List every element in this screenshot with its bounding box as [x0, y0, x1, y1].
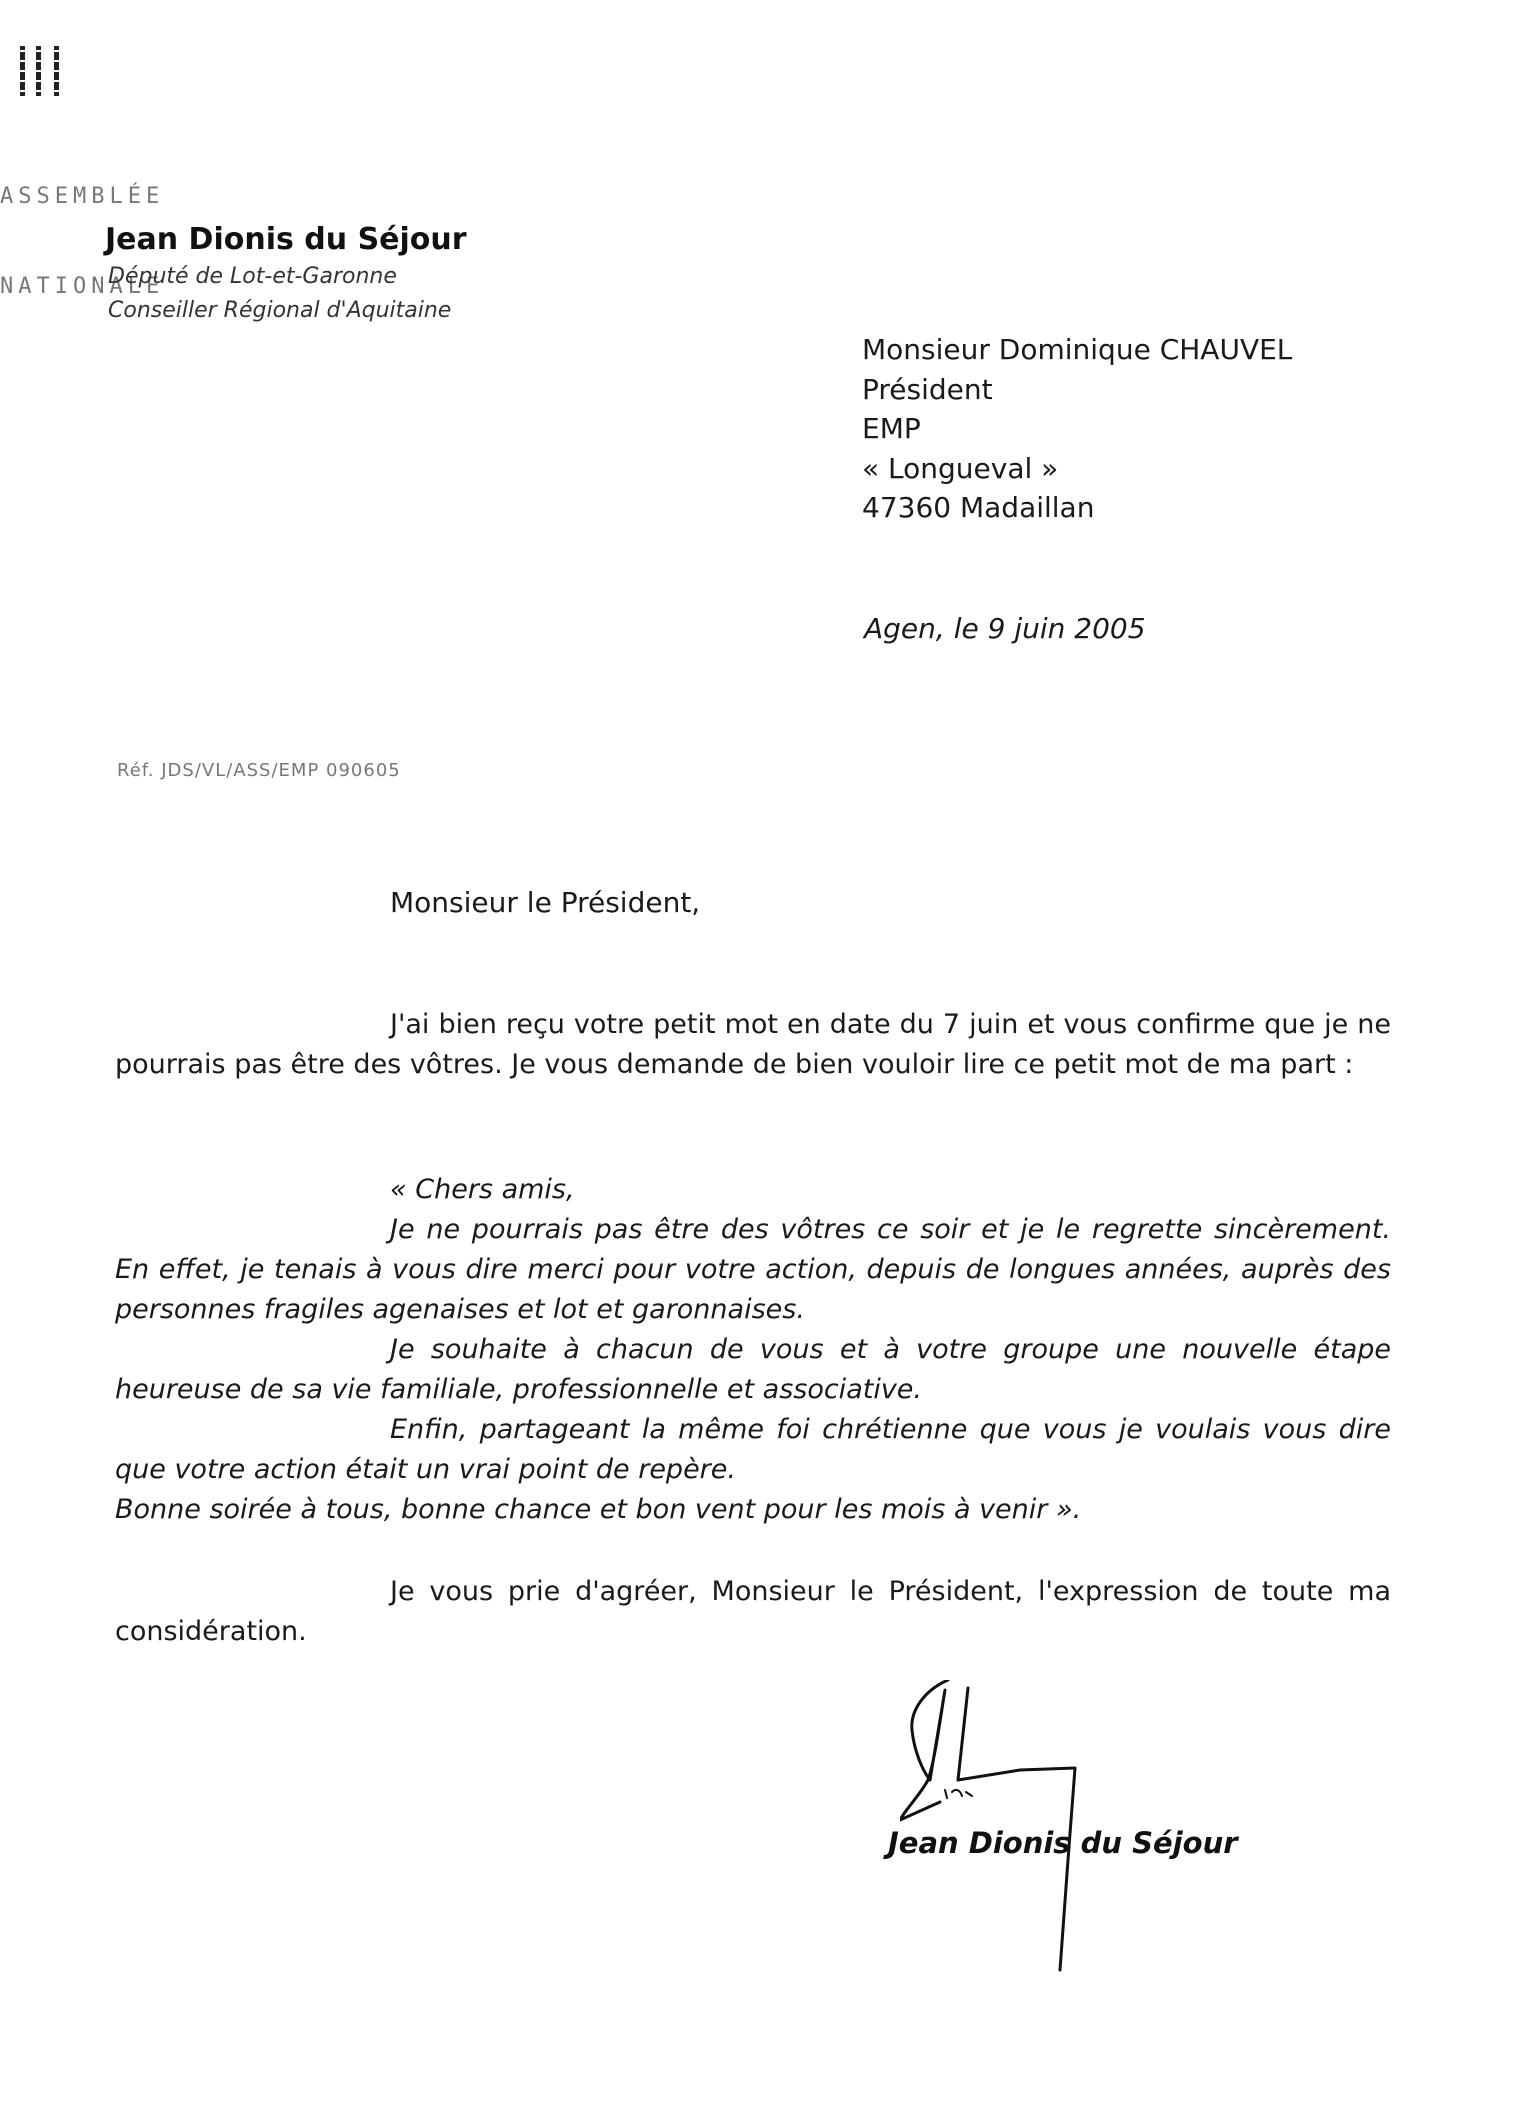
quote-closing-line: Bonne soirée à tous, bonne chance et bon vent pour les mois à venir ». — [115, 1494, 1082, 1525]
closing-formula — [115, 1572, 1391, 1652]
logo-line-2: NATIONALE — [0, 274, 165, 299]
sender-role-councillor: Conseiller Régional d'Aquitaine — [108, 298, 452, 323]
signature-small-letters — [945, 1790, 972, 1798]
recipient-place: « Longueval » — [862, 451, 1059, 485]
assemblee-nationale-logo — [0, 40, 210, 299]
recipient-address — [862, 330, 1292, 528]
quote-paragraph: Je souhaite à chacun de vous et à votre groupe une nouvelle étape heureuse de sa vie familiale, professionnelle et associative. — [115, 1334, 1391, 1405]
signature-initial-stroke — [900, 1680, 948, 1820]
letter-date: Agen, le 9 juin 2005 — [864, 612, 1146, 645]
logo-line-1: ASSEMBLÉE — [0, 184, 165, 209]
salutation: Monsieur le Président, — [390, 886, 701, 919]
paragraph-text: J'ai bien reçu votre petit mot en date du 7 juin et vous confirme que je ne pourrais pas être des vôtres. Je vous demande de bien vouloir lire ce petit mot de ma part : — [115, 1009, 1391, 1080]
quote-opening: « Chers amis, — [390, 1174, 575, 1205]
sender-role-deputy: Député de Lot-et-Garonne — [108, 264, 397, 289]
closing-text: Je vous prie d'agréer, Monsieur le Président, l'expression de toute ma considération. — [115, 1576, 1391, 1647]
recipient-city: 47360 Madaillan — [862, 491, 1095, 524]
signature-name: Jean Dionis du Séjour — [888, 1826, 1238, 1860]
sender-name: Jean Dionis du Séjour — [105, 222, 467, 257]
recipient-name: Monsieur Dominique CHAUVEL — [862, 333, 1293, 366]
quoted-message — [115, 1170, 1391, 1530]
recipient-title: Président — [862, 372, 993, 406]
body-paragraph-1 — [115, 1005, 1391, 1085]
logo-emblem-icon — [20, 40, 70, 100]
quote-paragraph: Je ne pourrais pas être des vôtres ce soir et je le regrette sincèrement. En effet, je tenais à vous dire merci pour votre action, depuis de longues années, auprès des personnes fragiles agenaises et lot et garonnaises. — [115, 1214, 1391, 1325]
reference-line: Réf. JDS/VL/ASS/EMP 090605 — [117, 760, 401, 781]
recipient-organization: EMP — [862, 412, 921, 445]
quote-paragraph: Enfin, partageant la même foi chrétienne que vous je voulais vous dire que votre action était un vrai point de repère. — [115, 1414, 1391, 1485]
